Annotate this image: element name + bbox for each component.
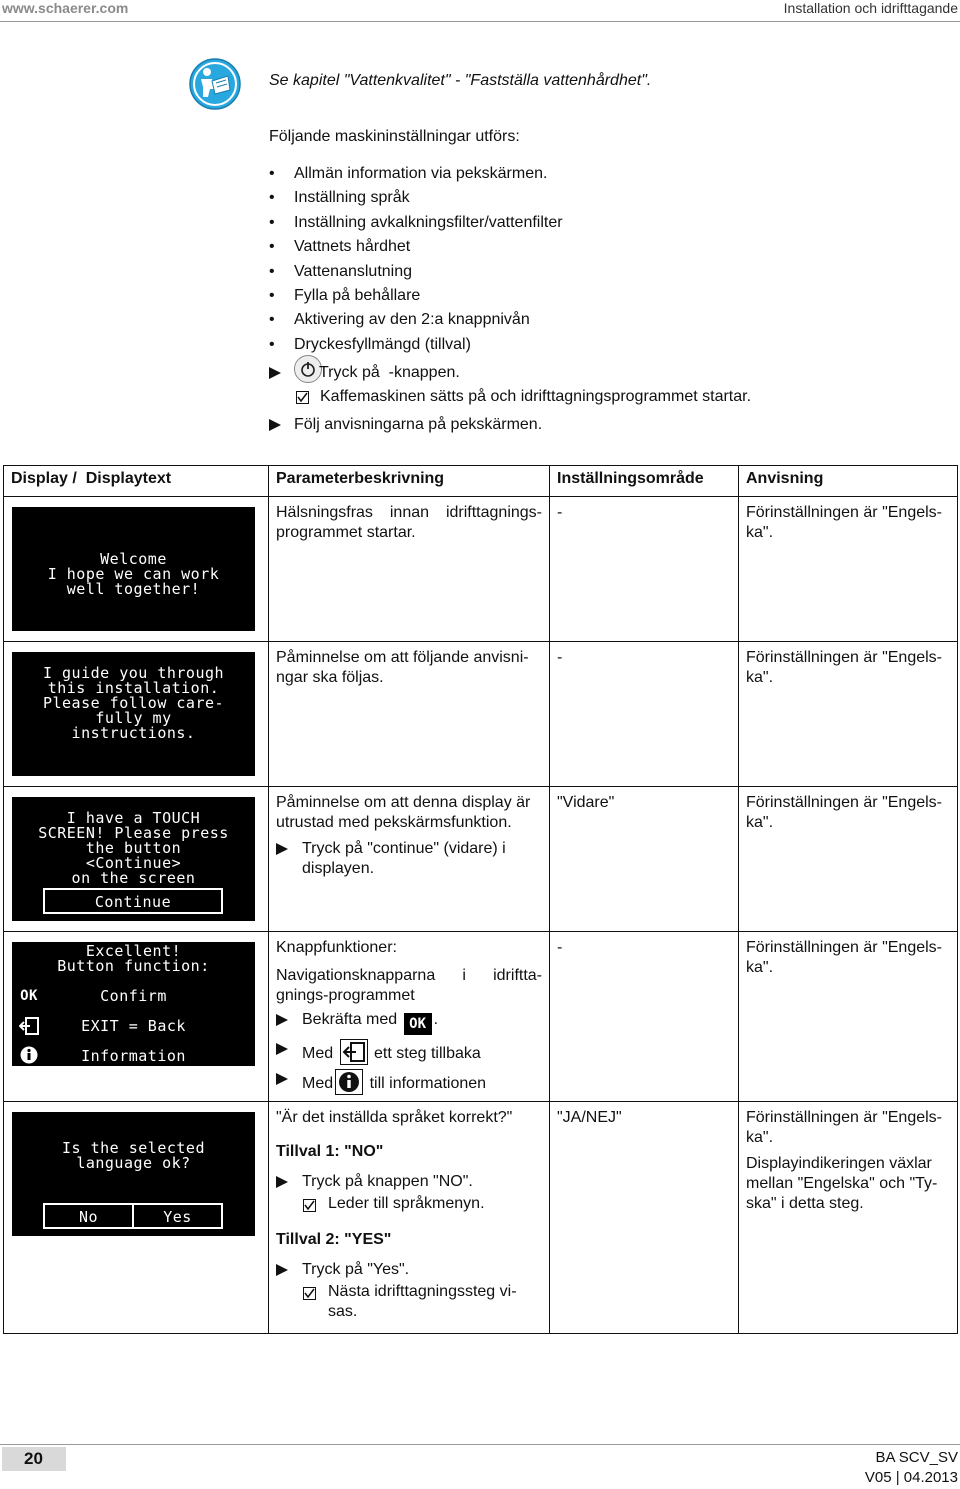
checkbox-icon: [296, 391, 309, 404]
lcd-line: I guide you through: [42, 664, 225, 682]
lcd-display-guide: [12, 652, 255, 776]
footer-doc-info: [865, 1448, 958, 1488]
lcd-display-welcome: [12, 507, 255, 631]
column-header: Inställningsområde: [550, 466, 739, 497]
lcd-line: instructions.: [71, 724, 196, 742]
doc-version: V05 | 04.2013: [864, 1469, 958, 1486]
desc-cell: "Är det inställda språket korrekt?" Tillval 1: "NO" Tryck på knappen "NO". Leder till språkmenyn. Tillval 2: "YES" Tryck på "Yes". Nästa idrifttagningssteg vi-sas.: [269, 1102, 550, 1334]
display-cell: [4, 642, 269, 787]
desc-cell: Hälsningsfras innan idrifttagnings-programmet startar.: [269, 497, 550, 642]
lcd-yes-button[interactable]: Yes: [132, 1203, 223, 1229]
doc-id: BA SCV_SV: [875, 1449, 958, 1466]
arrow-icon: [276, 1014, 288, 1026]
column-header: Display / Displaytext: [4, 466, 269, 497]
table-row: [4, 932, 958, 1102]
desc-cell: Knappfunktioner: Navigationsknapparna i idriftta-gnings-programmet Bekräfta med OK . Med ett steg tillbaka Med till informationen: [269, 932, 550, 1102]
lcd-line: EXIT = Back: [81, 1017, 186, 1035]
lcd-line: Information: [81, 1047, 186, 1065]
lcd-line: Confirm: [100, 987, 167, 1005]
column-header: Anvisning: [739, 466, 958, 497]
manual-reading-icon: [188, 57, 242, 111]
lcd-line: well together!: [66, 580, 201, 598]
info-button-icon: [335, 1069, 363, 1095]
arrow-icon: [276, 843, 288, 855]
lcd-line: the button: [85, 839, 182, 857]
lcd-line: on the screen: [71, 869, 196, 887]
power-button-icon: [294, 355, 322, 383]
display-cell: [4, 497, 269, 642]
lcd-line: Welcome: [100, 550, 167, 568]
range-cell: -: [550, 932, 739, 1102]
checkbox-icon: [303, 1287, 316, 1300]
lcd-line: Excellent!: [85, 942, 182, 960]
lcd-display-language: [12, 1112, 255, 1236]
header-section: Installation och idrifttagande: [783, 0, 958, 16]
checkbox-icon: [303, 1199, 316, 1212]
note-cell: Förinställningen är "Engels-ka".: [739, 932, 958, 1102]
note-cell: Förinställningen är "Engels-ka".: [739, 497, 958, 642]
lcd-line: <Continue>: [85, 854, 182, 872]
column-header: Parameterbeskrivning: [269, 466, 550, 497]
lcd-line: Is the selected: [62, 1139, 205, 1157]
lcd-line: Please follow care-: [42, 694, 225, 712]
table-row: [4, 1102, 958, 1334]
page-number: 20: [2, 1447, 66, 1471]
ok-icon: OK: [20, 988, 38, 1004]
arrow-icon: [276, 1264, 288, 1276]
lcd-line: Button function:: [57, 957, 210, 975]
display-cell: [4, 1102, 269, 1334]
range-cell: "JA/NEJ": [550, 1102, 739, 1334]
parameter-table: [3, 465, 958, 1334]
lcd-no-button[interactable]: No: [43, 1203, 134, 1229]
arrow-icon: [269, 367, 281, 379]
footer-divider: [0, 1444, 960, 1445]
lcd-line: I have a TOUCH: [66, 809, 201, 827]
intro-section: Följande maskininställningar utförs: • Allmän information via pekskärmen. • Inställning språk • Inställning avkalkningsfilter/vattenfilter • Vattnets hårdhet • Vattenanslutning • Fylla på behållare • Aktivering av den 2:a knappnivån • Dryckesfyllmängd (tillval) Tryck på -knappen. Kaffemaskinen sätts på och idrifttagningsprogrammet startar. Följ anvisningarna på pekskärmen.: [269, 128, 752, 433]
arrow-icon: [276, 1073, 288, 1085]
header-divider: [0, 21, 960, 22]
header-url[interactable]: www.schaerer.com: [2, 0, 129, 16]
arrow-icon: [276, 1176, 288, 1188]
lcd-display-touch: [12, 797, 255, 921]
note-cell: Förinställningen är "Engels-ka". Displayindikeringen växlar mellan "Engelska" och "Ty-ska" i detta steg.: [739, 1102, 958, 1334]
display-cell: [4, 932, 269, 1102]
display-cell: [4, 787, 269, 932]
arrow-icon: [276, 1043, 288, 1055]
note-cell: Förinställningen är "Engels-ka".: [739, 642, 958, 787]
lcd-line: language ok?: [76, 1154, 191, 1172]
table-row: [4, 787, 958, 932]
lcd-line: this installation.: [47, 679, 220, 697]
arrow-icon: [269, 419, 281, 431]
lcd-display-buttons: [12, 942, 255, 1066]
lcd-line: fully my: [95, 709, 172, 727]
lcd-line: SCREEN! Please press: [38, 824, 229, 842]
lcd-line: I hope we can work: [47, 565, 220, 583]
lcd-continue-button[interactable]: Continue: [43, 888, 223, 914]
table-row: [4, 497, 958, 642]
range-cell: -: [550, 497, 739, 642]
note-cell: Förinställningen är "Engels-ka".: [739, 787, 958, 932]
exit-button-icon: [340, 1039, 368, 1065]
reference-note: Se kapitel "Vattenkvalitet" - "Fastställa vattenhårdhet".: [269, 72, 652, 89]
range-cell: "Vidare": [550, 787, 739, 932]
table-row: [4, 642, 958, 787]
table-header-row: [4, 466, 958, 497]
ok-button-icon: OK: [404, 1013, 432, 1035]
desc-cell: Påminnelse om att följande anvisni-ngar ska följas.: [269, 642, 550, 787]
range-cell: -: [550, 642, 739, 787]
desc-cell: Påminnelse om att denna display är utrustad med pekskärmsfunktion. Tryck på "continue" (vidare) i displayen.: [269, 787, 550, 932]
intro-lead: Följande maskininställningar utförs:: [269, 128, 520, 145]
